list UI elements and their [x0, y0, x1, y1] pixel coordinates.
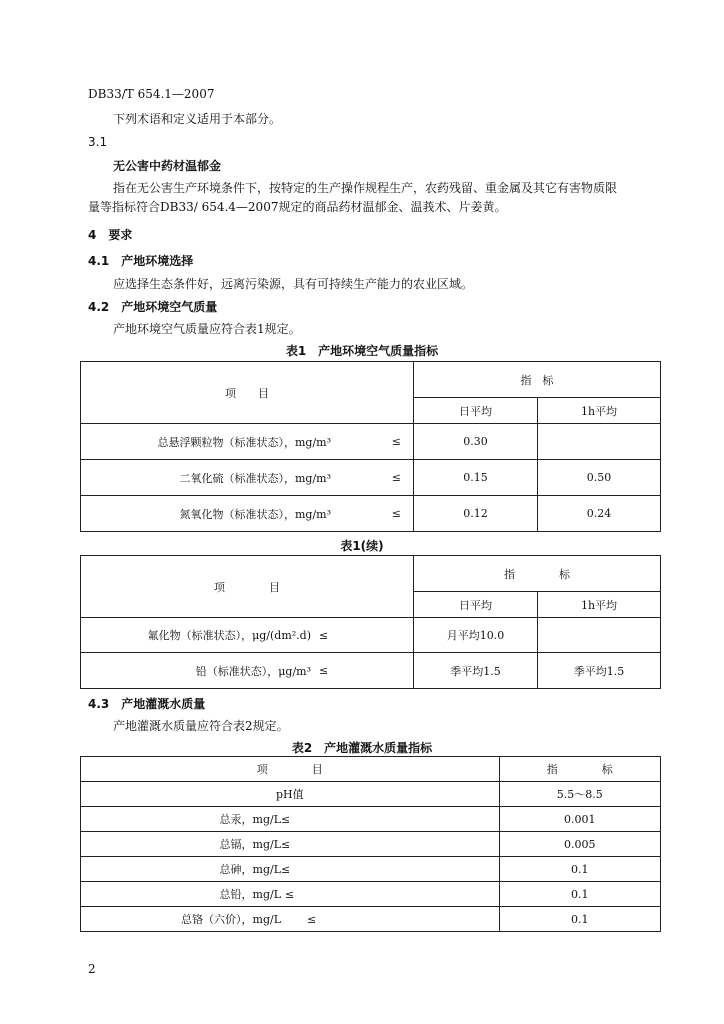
table-row — [81, 653, 661, 689]
table-row — [81, 496, 661, 532]
row-value: 0.1 — [499, 907, 660, 932]
sec4-2-heading: 4.2 产地环境空气质量 — [88, 300, 218, 314]
row-day: 季平均1.5 — [414, 653, 538, 689]
row-day: 月平均10.0 — [414, 618, 538, 653]
table1 — [80, 361, 661, 532]
row-hour — [538, 618, 661, 653]
table-row — [81, 857, 661, 882]
table-row — [81, 460, 661, 496]
row-operator: ≤ — [281, 812, 291, 826]
table2-caption: 表2 产地灌溉水质量指标 — [291, 741, 433, 755]
table-row — [81, 424, 661, 460]
row-operator: ≤ — [281, 862, 291, 876]
row-name: 总汞，mg/L — [219, 813, 281, 826]
row-hour: 季平均1.5 — [538, 653, 661, 689]
table2 — [80, 756, 661, 932]
row-operator: ≤ — [319, 664, 329, 677]
row-name: 氟化物（标准状态），μg/(dm².d) — [147, 629, 311, 642]
sec4-3-text: 产地灌溉水质量应符合表2规定。 — [113, 719, 289, 733]
sec3-1-number: 3.1 — [88, 135, 108, 149]
table-row — [81, 782, 661, 807]
sec4-2-text: 产地环境空气质量应符合表1规定。 — [113, 322, 301, 336]
table1b-header-index: 指 标 — [414, 556, 661, 592]
row-name: pH值 — [81, 782, 500, 807]
table2-header-index: 指 标 — [499, 757, 660, 782]
row-hour: 0.24 — [538, 496, 661, 532]
row-hour — [538, 424, 661, 460]
row-value: 0.1 — [499, 882, 660, 907]
row-name: 氮氧化物（标准状态），mg/m³ — [179, 507, 331, 521]
table-row — [81, 807, 661, 832]
sec4-3-heading: 4.3 产地灌溉水质量 — [88, 697, 206, 711]
table1-continued — [80, 555, 661, 689]
row-name: 总铅，mg/L — [219, 888, 281, 901]
table-row — [81, 832, 661, 857]
table1b-header-item: 项 目 — [81, 556, 414, 618]
row-day: 0.12 — [414, 496, 538, 532]
row-name: 总悬浮颗粒物（标准状态），mg/m³ — [157, 435, 331, 449]
table1-cont-caption: 表1(续) — [340, 539, 384, 553]
sec4-1-heading: 4.1 产地环境选择 — [88, 254, 194, 268]
table1-header-hour: 1h平均 — [538, 398, 661, 424]
row-day: 0.15 — [414, 460, 538, 496]
term-title: 无公害中药材温郁金 — [113, 159, 222, 173]
table1-header-index: 指 标 — [414, 362, 661, 398]
row-hour: 0.50 — [538, 460, 661, 496]
table1-header-item: 项 目 — [81, 362, 414, 424]
page-number: 2 — [88, 962, 96, 976]
table2-header-item: 项 目 — [81, 757, 500, 782]
term-definition-line2: 量等指标符合DB33/ 654.4—2007规定的商品药材温郁金、温莪术、片姜黄。 — [88, 200, 507, 214]
row-value: 0.005 — [499, 832, 660, 857]
row-value: 0.001 — [499, 807, 660, 832]
row-name: 总铬（六价），mg/L — [181, 913, 281, 926]
table1-caption: 表1 产地环境空气质量指标 — [285, 344, 439, 358]
sec4-heading: 4 要求 — [88, 228, 133, 242]
row-name: 铅（标准状态），μg/m³ — [195, 664, 311, 678]
row-day: 0.30 — [414, 424, 538, 460]
row-operator: ≤ — [391, 435, 401, 448]
table1b-header-hour: 1h平均 — [538, 592, 661, 618]
row-operator: ≤ — [319, 628, 329, 642]
row-operator: ≤ — [307, 912, 317, 926]
row-name: 总砷，mg/L — [219, 863, 281, 876]
table1b-header-day: 日平均 — [414, 592, 538, 618]
sec3-intro: 下列术语和定义适用于本部分。 — [113, 112, 282, 126]
table-row — [81, 618, 661, 653]
row-name: 总镉，mg/L — [219, 838, 281, 851]
doc-id: DB33/T 654.1—2007 — [88, 87, 215, 101]
term-definition-line1: 指在无公害生产环境条件下，按特定的生产操作规程生产，农药残留、重金属及其它有害物质限 — [113, 181, 618, 195]
row-operator: ≤ — [391, 507, 401, 520]
row-value: 5.5～8.5 — [499, 782, 660, 807]
table-row — [81, 907, 661, 932]
sec4-1-text: 应选择生态条件好，远离污染源，具有可持续生产能力的农业区域。 — [113, 277, 474, 291]
row-operator: ≤ — [285, 887, 295, 901]
table-row — [81, 882, 661, 907]
table1-header-day: 日平均 — [414, 398, 538, 424]
row-name: 二氧化硫（标准状态），mg/m³ — [179, 471, 331, 485]
row-operator: ≤ — [391, 471, 401, 484]
row-operator: ≤ — [281, 837, 291, 851]
row-value: 0.1 — [499, 857, 660, 882]
